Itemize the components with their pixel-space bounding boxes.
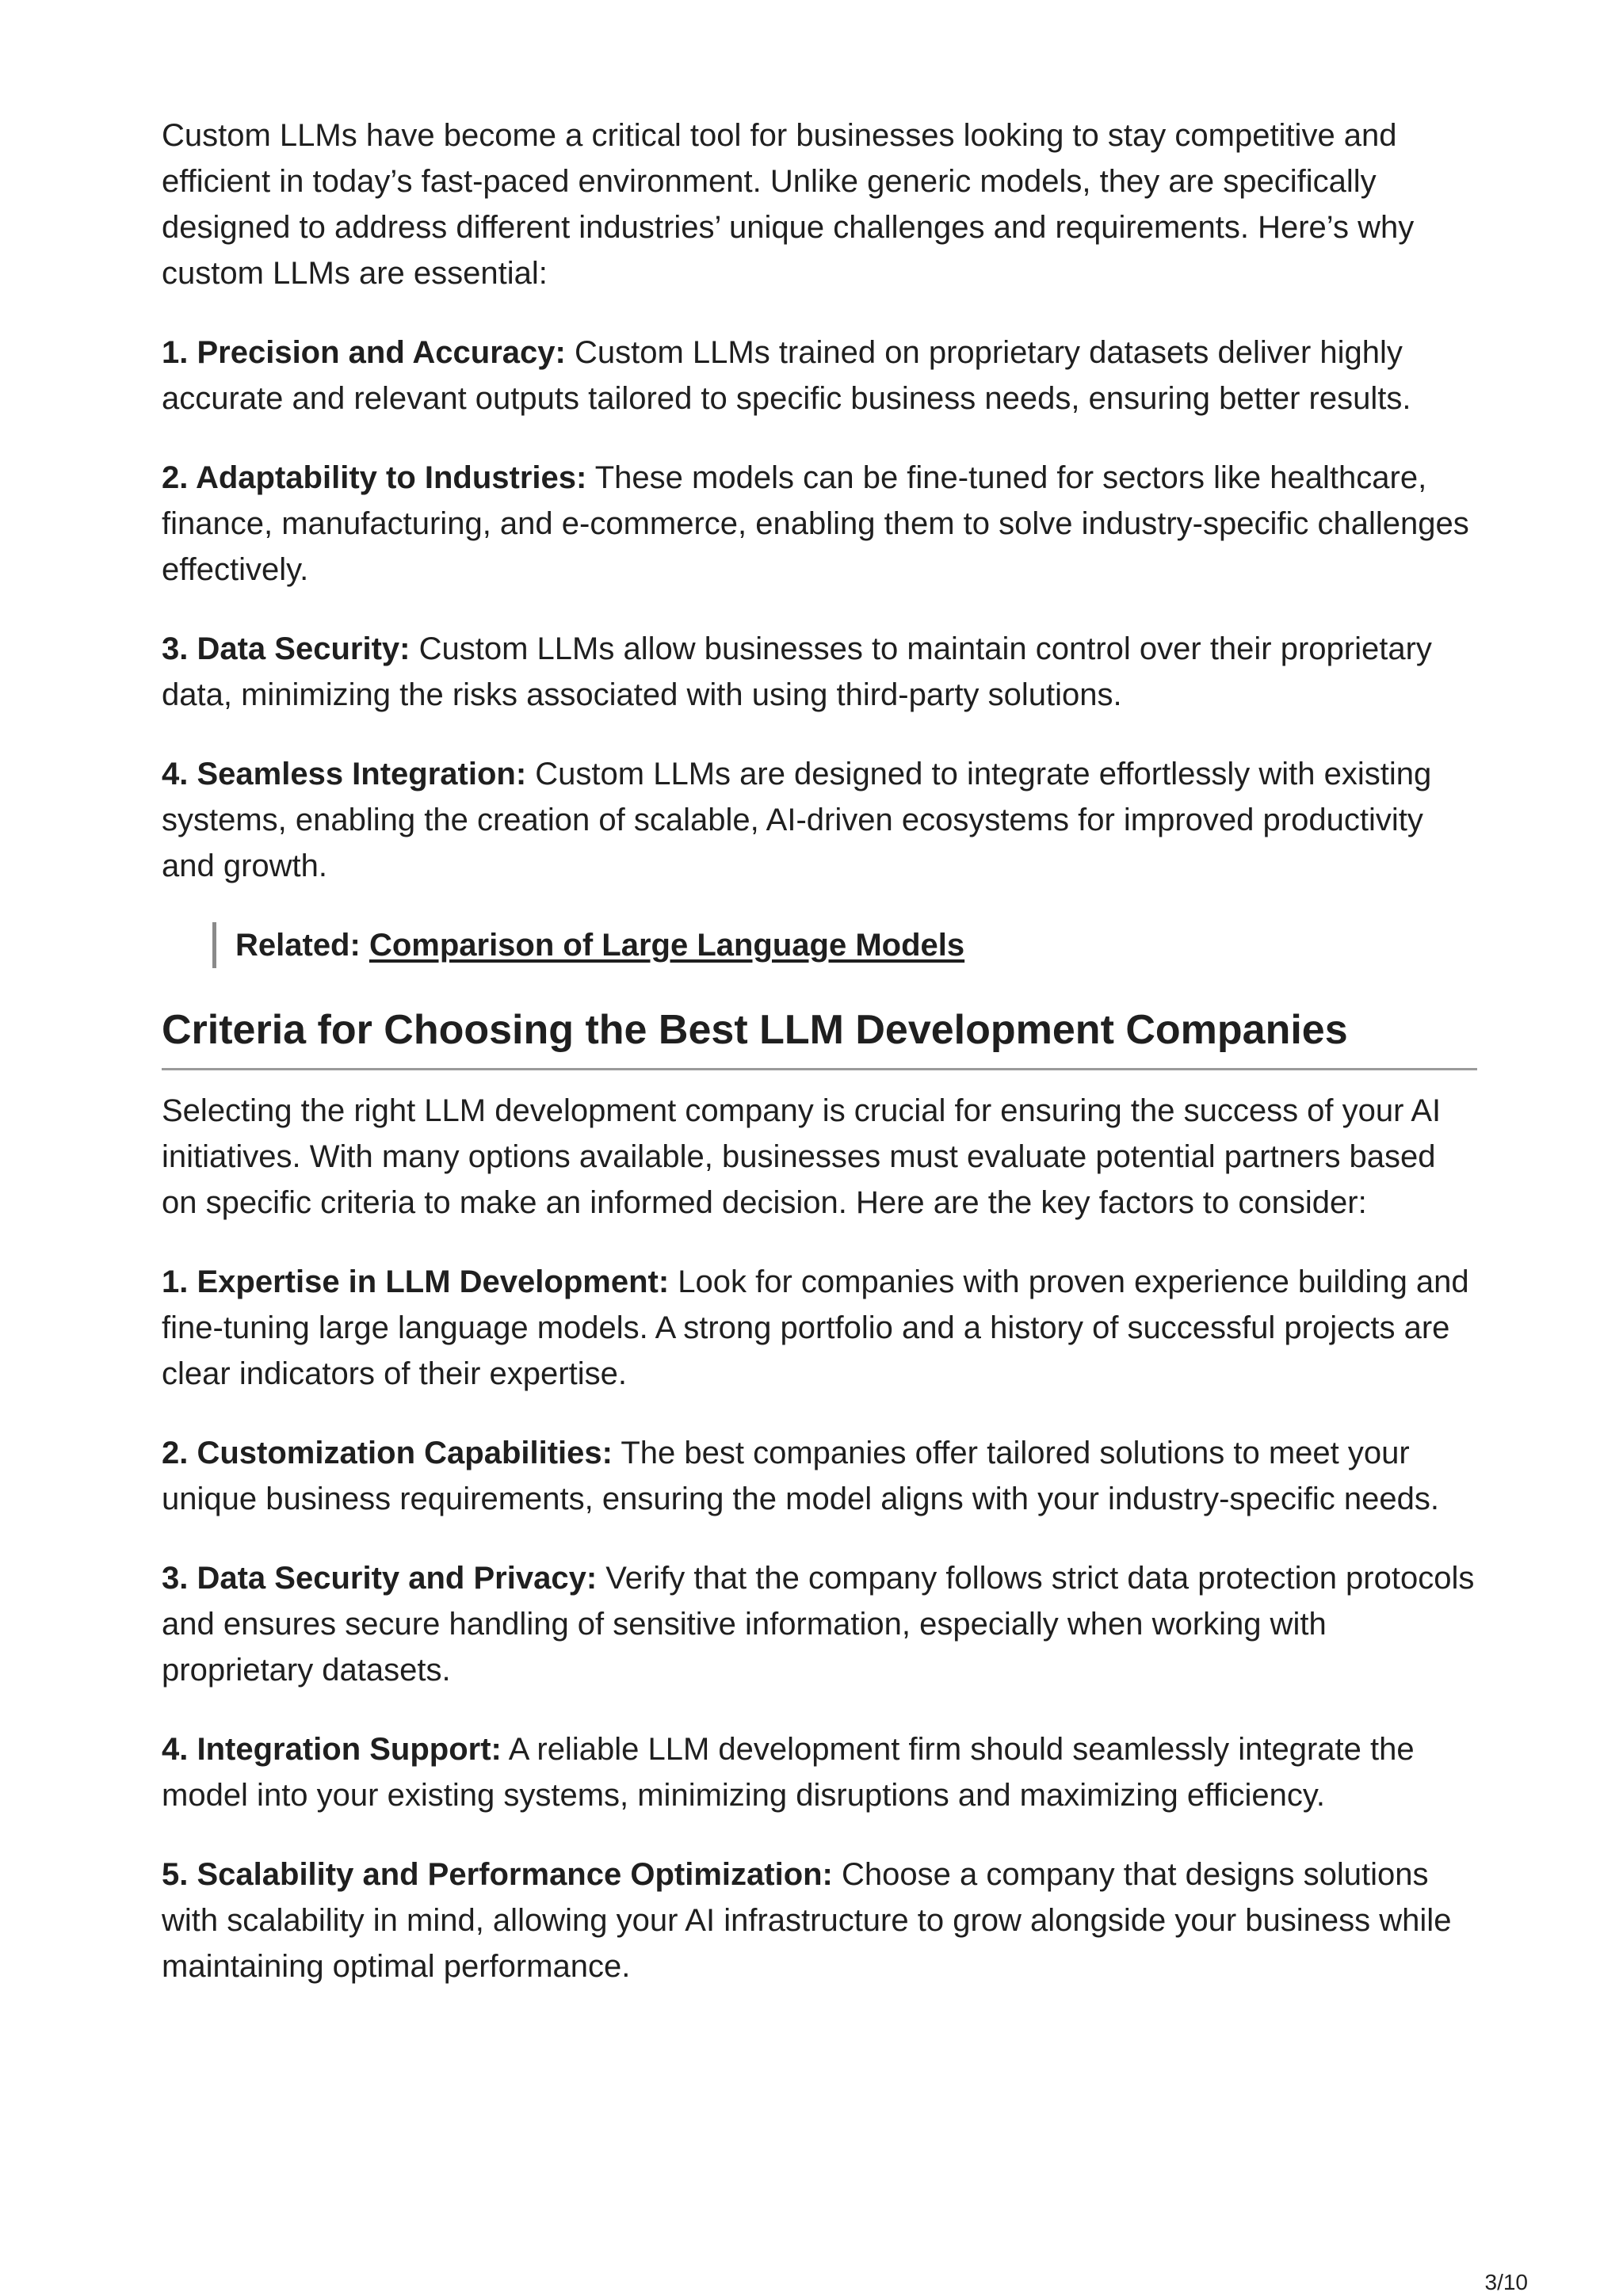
why-item-text: Custom LLMs trained on proprietary datasets deliver highly accurate and relevant outputs tailored to specific business needs, ensuring better results. [162,335,1411,416]
why-item-precision [162,330,1477,421]
criteria-item-text: The best companies offer tailored solutions to meet your unique business requirements, ensuring the model aligns with your industry-specific needs. [162,1436,1439,1516]
document-body [162,113,1477,2023]
criteria-item-lead: 3. Data Security and Privacy: [162,1561,598,1596]
related-link[interactable]: Comparison of Large Language Models [369,928,965,963]
why-item-adaptability [162,455,1477,593]
related-label: Related: [235,928,361,963]
criteria-item-text: Look for companies with proven experience building and fine-tuning large language models. A strong portfolio and a history of successful projects are clear indicators of their expertise. [162,1264,1469,1391]
section-intro-paragraph: Selecting the right LLM development company is crucial for ensuring the success of your AI initiatives. With many options available, businesses must evaluate potential partners based on specific criteria to make an informed decision. Here are the key factors to consider: [162,1093,1442,1220]
why-item-lead: 2. Adaptability to Industries: [162,460,587,495]
related-callout [212,922,1477,968]
intro-paragraph: Custom LLMs have become a critical tool for businesses looking to stay competitive and efficient in today’s fast-paced environment. Unlike generic models, they are specifically designed to address different industries’ unique challenges and requirements. Here’s why custom LLMs are essential: [162,118,1415,291]
page-number: 3/10 [1484,2270,1528,2294]
why-item-lead: 3. Data Security: [162,631,411,666]
criteria-item-lead: 1. Expertise in LLM Development: [162,1264,670,1299]
criteria-item-scalability [162,1852,1477,1989]
why-item-lead: 4. Seamless Integration: [162,757,527,791]
criteria-item-text: Choose a company that designs solutions with scalability in mind, allowing your AI infrastructure to grow alongside your business while maintaining optimal performance. [162,1857,1452,1984]
section-heading: Criteria for Choosing the Best LLM Development Companies [162,1005,1477,1070]
criteria-item-expertise [162,1259,1477,1397]
criteria-item-lead: 4. Integration Support: [162,1732,502,1767]
criteria-item-data-security [162,1555,1477,1693]
why-item-text: Custom LLMs are designed to integrate effortlessly with existing systems, enabling the creation of scalable, AI-driven ecosystems for improved productivity and growth. [162,757,1432,883]
criteria-item-text: A reliable LLM development firm should seamlessly integrate the model into your existing systems, minimizing disruptions and maximizing efficiency. [162,1732,1415,1813]
why-item-lead: 1. Precision and Accuracy: [162,335,566,370]
criteria-item-customization [162,1430,1477,1522]
criteria-item-text: Verify that the company follows strict data protection protocols and ensures secure handling of sensitive information, especially when working with proprietary datasets. [162,1561,1475,1688]
criteria-item-integration [162,1726,1477,1818]
why-item-data-security [162,626,1477,718]
criteria-item-lead: 5. Scalability and Performance Optimization: [162,1857,833,1892]
why-item-text: Custom LLMs allow businesses to maintain control over their proprietary data, minimizing the risks associated with using third-party solutions. [162,631,1432,712]
why-item-integration [162,751,1477,889]
why-item-text: These models can be fine-tuned for sectors like healthcare, finance, manufacturing, and e-commerce, enabling them to solve industry-specific challenges effectively. [162,460,1469,587]
criteria-item-lead: 2. Customization Capabilities: [162,1436,613,1470]
